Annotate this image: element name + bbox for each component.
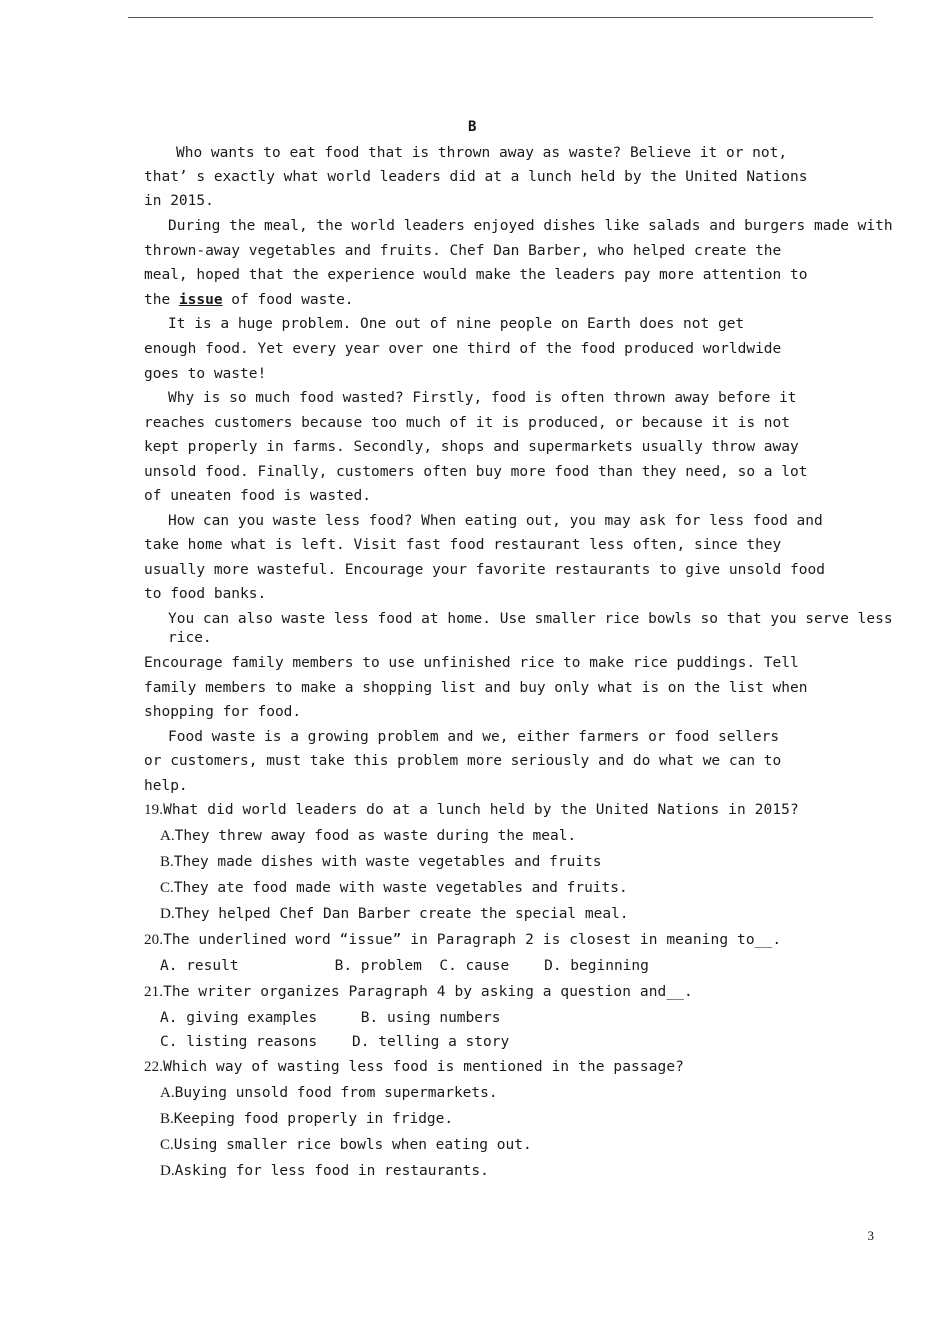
question-22: [144, 1058, 684, 1076]
question-number: 19.: [144, 802, 164, 818]
passage-line: take home what is left. Visit fast food restaurant less often, since they: [144, 537, 782, 553]
passage-line: It is a huge problem. One out of nine people on Earth does not get: [168, 316, 745, 332]
passage-line: goes to waste!: [144, 366, 267, 382]
passage-text: of food waste.: [222, 292, 354, 308]
option-19d: [160, 905, 629, 923]
option-label: B.: [160, 854, 174, 870]
passage-line: reaches customers because too much of it is produced, or because it is not: [144, 415, 791, 431]
question-text: Which way of wasting less food is mentioned in the passage?: [163, 1059, 685, 1075]
option-text: Using smaller rice bowls when eating out.: [173, 1137, 532, 1153]
passage-line: of uneaten food is wasted.: [144, 488, 371, 504]
passage-line: Who wants to eat food that is thrown away as waste? Believe it or not,: [176, 145, 788, 161]
question-number: 21.: [144, 984, 164, 1000]
passage-line: You can also waste less food at home. Use smaller rice bowls so that you serve less: [168, 611, 893, 627]
option-22a: [160, 1084, 498, 1102]
options-21-row1: A. giving examples B. using numbers: [160, 1010, 501, 1026]
passage-line: that’ s exactly what world leaders did at a lunch held by the United Nations: [144, 169, 808, 185]
passage-line: How can you waste less food? When eating out, you may ask for less food and: [168, 513, 823, 529]
passage-line: shopping for food.: [144, 704, 302, 720]
option-22b: [160, 1110, 453, 1128]
question-20: [144, 931, 781, 949]
option-19c: [160, 879, 628, 897]
question-19: [144, 801, 799, 819]
passage-line: Why is so much food wasted? Firstly, food is often thrown away before it: [168, 390, 797, 406]
option-text: Keeping food properly in fridge.: [173, 1111, 454, 1127]
passage-line: enough food. Yet every year over one third of the food produced worldwide: [144, 341, 782, 357]
passage-line: thrown-away vegetables and fruits. Chef Dan Barber, who helped create the: [144, 243, 782, 259]
question-21: [144, 983, 693, 1001]
passage-line: kept properly in farms. Secondly, shops and supermarkets usually throw away: [144, 439, 799, 455]
option-19b: [160, 853, 602, 871]
option-label: C.: [160, 880, 174, 896]
question-text: The underlined word “issue” in Paragraph 2 is closest in meaning to__.: [163, 932, 782, 948]
option-19a: [160, 827, 576, 845]
question-number: 20.: [144, 932, 164, 948]
option-text: They threw away food as waste during the meal.: [174, 828, 577, 844]
question-number: 22.: [144, 1059, 164, 1075]
passage-line: rice.: [168, 630, 212, 646]
option-label: D.: [160, 1163, 175, 1179]
page-number: 3: [867, 1228, 874, 1243]
option-22c: [160, 1136, 532, 1154]
option-label: C.: [160, 1137, 174, 1153]
option-label: A.: [160, 1085, 175, 1101]
options-20: A. result B. problem C. cause D. beginning: [160, 958, 649, 974]
passage-line: in 2015.: [144, 193, 214, 209]
underlined-word-issue: issue: [178, 292, 223, 308]
passage-line: to food banks.: [144, 586, 267, 602]
passage-line: During the meal, the world leaders enjoyed dishes like salads and burgers made with: [168, 218, 893, 234]
question-text: The writer organizes Paragraph 4 by asking a question and__.: [163, 984, 693, 1000]
option-label: A.: [160, 828, 175, 844]
option-text: Asking for less food in restaurants.: [174, 1163, 489, 1179]
option-text: They made dishes with waste vegetables and fruits: [173, 854, 602, 870]
passage-line: or customers, must take this problem more seriously and do what we can to: [144, 753, 782, 769]
passage-line: Encourage family members to use unfinished rice to make rice puddings. Tell: [144, 655, 799, 671]
section-label: B: [468, 119, 477, 135]
passage-line: help.: [144, 778, 188, 794]
question-text: What did world leaders do at a lunch held by the United Nations in 2015?: [163, 802, 799, 818]
passage-line: [144, 291, 354, 309]
passage-line: Food waste is a growing problem and we, either farmers or food sellers: [168, 729, 780, 745]
option-text: They helped Chef Dan Barber create the special meal.: [174, 906, 629, 922]
passage-line: usually more wasteful. Encourage your favorite restaurants to give unsold food: [144, 562, 825, 578]
passage-text: the: [144, 292, 179, 308]
option-text: They ate food made with waste vegetables and fruits.: [173, 880, 628, 896]
passage-line: meal, hoped that the experience would make the leaders pay more attention to: [144, 267, 808, 283]
option-label: B.: [160, 1111, 174, 1127]
option-22d: [160, 1162, 489, 1180]
options-21-row2: C. listing reasons D. telling a story: [160, 1034, 510, 1050]
passage-line: unsold food. Finally, customers often buy more food than they need, so a lot: [144, 464, 808, 480]
option-label: D.: [160, 906, 175, 922]
option-text: Buying unsold food from supermarkets.: [174, 1085, 498, 1101]
passage-line: family members to make a shopping list and buy only what is on the list when: [144, 680, 808, 696]
header-rule: [128, 17, 873, 18]
